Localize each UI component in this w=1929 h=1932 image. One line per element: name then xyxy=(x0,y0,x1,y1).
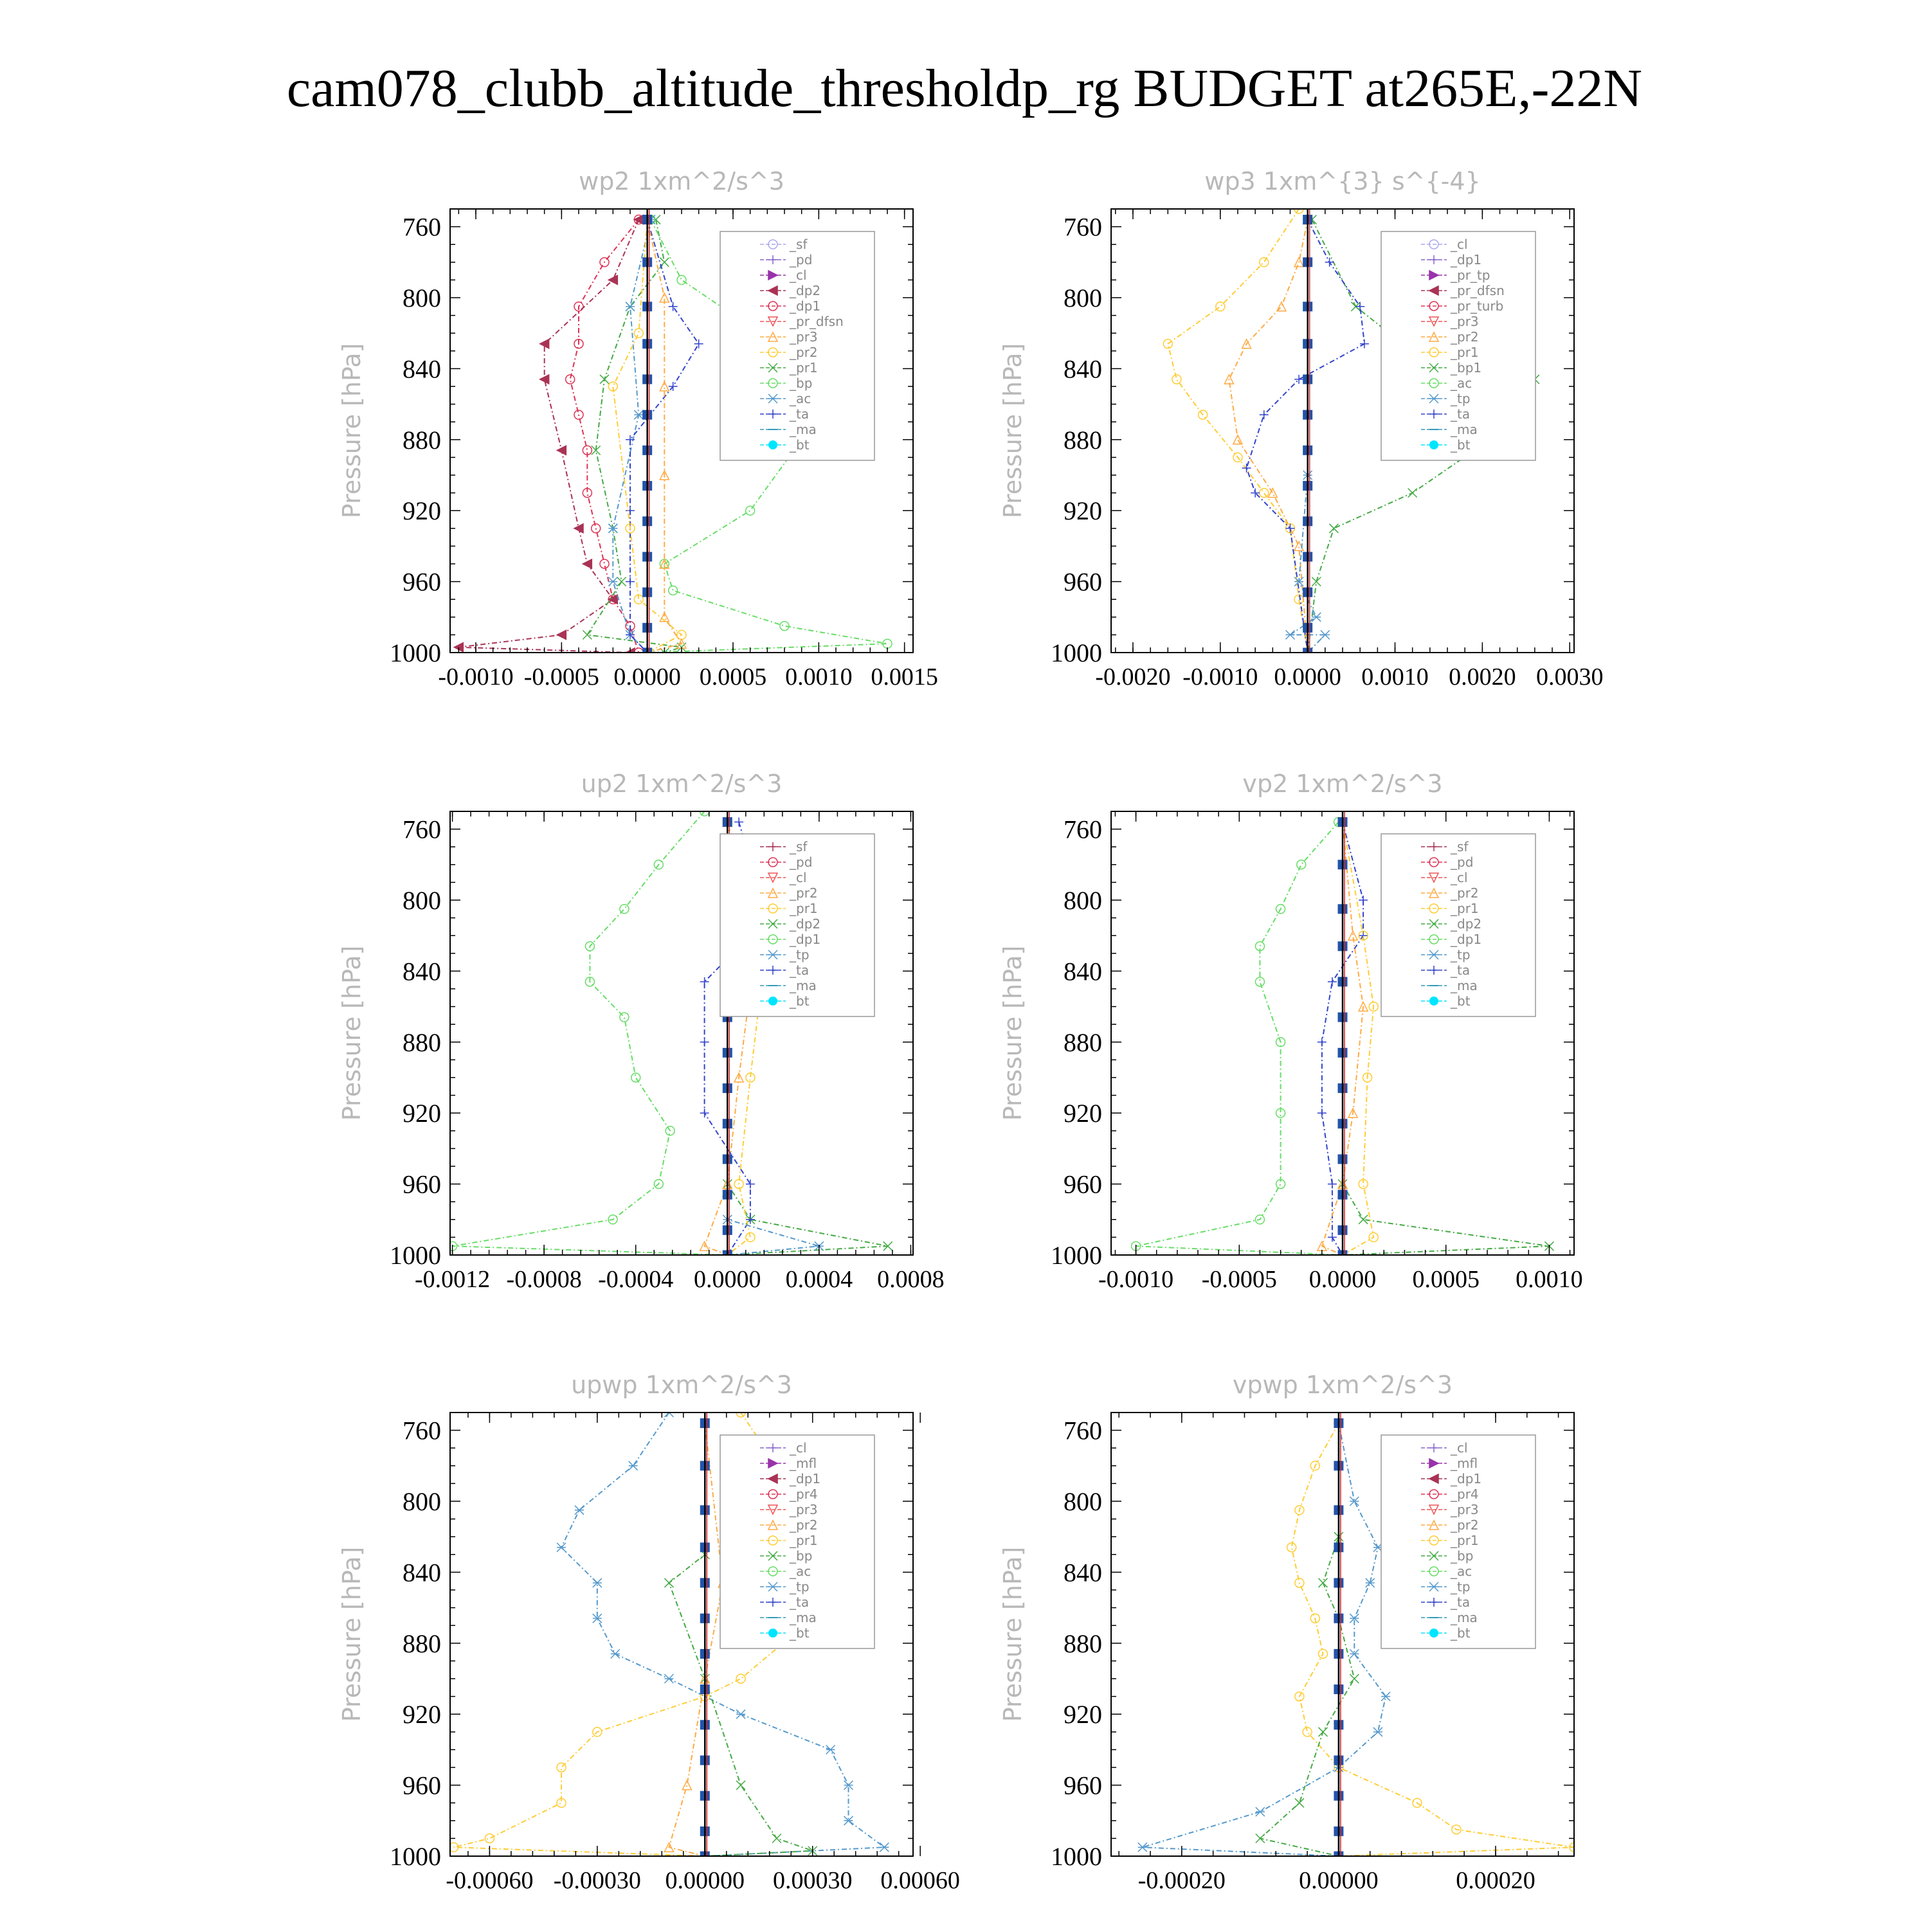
legend-label: _pr1 xyxy=(790,901,818,916)
y-tick-label: 1000 xyxy=(1051,1842,1102,1871)
legend xyxy=(1381,834,1535,1016)
x-tick-label: 0.0000 xyxy=(1274,664,1341,691)
y-tick-label: 1000 xyxy=(1051,638,1102,667)
y-tick-label: 920 xyxy=(403,496,441,526)
legend-label: _ta xyxy=(790,406,810,422)
x-tick-label: 0.00000 xyxy=(665,1867,745,1894)
y-tick-label: 1000 xyxy=(390,1241,441,1270)
legend-label: _bt xyxy=(1451,437,1471,453)
legend-label: _ma xyxy=(790,422,817,437)
y-tick-label: 920 xyxy=(1064,1099,1102,1128)
y-tick-label: 800 xyxy=(1064,1487,1102,1516)
legend xyxy=(720,1435,874,1648)
x-tick-label: 0.0010 xyxy=(1361,664,1429,691)
y-tick-label: 960 xyxy=(403,1771,441,1800)
legend-label: _ta xyxy=(790,1594,810,1610)
legend-label: _ta xyxy=(790,962,810,978)
legend-label: _pr_dfsn xyxy=(790,314,844,329)
legend-label: _ac xyxy=(790,1564,811,1579)
legend-label: _ma xyxy=(1451,422,1478,437)
y-tick-label: 1000 xyxy=(1051,1241,1102,1270)
legend-label: _pd xyxy=(790,854,813,870)
legend-label: _dp1 xyxy=(1451,252,1482,267)
legend-label: _ma xyxy=(1451,1610,1478,1625)
legend-label: _ta xyxy=(1451,1594,1471,1610)
legend-label: _cl xyxy=(1451,870,1468,885)
legend-label: _dp2 xyxy=(1451,916,1482,932)
legend-label: _ac xyxy=(1451,1564,1472,1579)
legend-label: _tp xyxy=(790,947,810,962)
legend-label: _pr_dfsn xyxy=(1451,283,1505,298)
x-tick-label: -0.0010 xyxy=(1098,1266,1174,1293)
y-tick-label: 840 xyxy=(1064,1558,1102,1587)
y-axis-label: Pressure [hPa] xyxy=(338,343,366,519)
x-tick-label: 0.0010 xyxy=(785,664,853,691)
x-tick-label: 0.0004 xyxy=(785,1266,853,1293)
legend-label: _dp1 xyxy=(1451,932,1482,947)
y-tick-label: 1000 xyxy=(390,638,441,667)
legend-label: _bt xyxy=(1451,993,1471,1009)
y-tick-label: 880 xyxy=(403,1629,441,1658)
legend-label: _bt xyxy=(790,1625,810,1641)
x-tick-label: -0.0012 xyxy=(414,1266,491,1293)
y-tick-label: 920 xyxy=(403,1099,441,1128)
panel-title: wp3 1xm^{3} s^{-4} xyxy=(1204,167,1481,195)
y-tick-label: 880 xyxy=(1064,1629,1102,1658)
x-tick-label: 0.00020 xyxy=(1456,1867,1535,1894)
legend-label: _bp1 xyxy=(1451,360,1482,375)
x-tick-label: 0.0020 xyxy=(1449,664,1516,691)
legend-label: _pr1 xyxy=(1451,345,1479,360)
legend-label: _cl xyxy=(790,870,807,885)
legend-label: _ta xyxy=(1451,962,1471,978)
legend-label: _dp2 xyxy=(790,916,821,932)
panel-title: upwp 1xm^2/s^3 xyxy=(571,1371,792,1399)
y-tick-label: 960 xyxy=(1064,1169,1102,1199)
y-tick-label: 960 xyxy=(403,1169,441,1199)
legend-label: _pr3 xyxy=(1451,1502,1479,1517)
y-tick-label: 760 xyxy=(403,815,441,844)
x-tick-label: 0.0008 xyxy=(877,1266,945,1293)
y-tick-label: 800 xyxy=(403,1487,441,1516)
x-tick-label: 0.0030 xyxy=(1535,664,1604,691)
legend-label: _ma xyxy=(790,1610,817,1625)
y-tick-label: 920 xyxy=(1064,1700,1102,1729)
y-axis-label: Pressure [hPa] xyxy=(338,1546,366,1722)
panel-title: vpwp 1xm^2/s^3 xyxy=(1232,1371,1453,1399)
legend-label: _pr2 xyxy=(1451,1517,1479,1533)
x-tick-label: 0.00030 xyxy=(772,1867,853,1894)
legend-label: _pr1 xyxy=(790,1533,818,1548)
legend xyxy=(720,231,874,460)
legend-label: _pr1 xyxy=(790,360,818,375)
y-tick-label: 840 xyxy=(403,354,441,384)
y-tick-label: 760 xyxy=(1064,815,1102,844)
y-tick-label: 760 xyxy=(403,1416,441,1445)
legend-label: _pr2 xyxy=(1451,885,1479,901)
y-tick-label: 760 xyxy=(403,212,441,242)
x-tick-label: -0.00030 xyxy=(553,1867,641,1894)
y-tick-label: 880 xyxy=(1064,425,1102,455)
legend-label: _sf xyxy=(790,237,808,252)
legend-label: _tp xyxy=(790,1579,810,1594)
legend-label: _sf xyxy=(1451,839,1469,854)
legend-label: _tp xyxy=(1451,391,1471,406)
x-tick-label: -0.0010 xyxy=(1182,664,1258,691)
y-tick-label: 760 xyxy=(1064,212,1102,242)
legend-label: _cl xyxy=(1451,1440,1468,1456)
legend-label: _pr2 xyxy=(1451,329,1479,345)
y-tick-label: 840 xyxy=(1064,354,1102,384)
x-tick-label: -0.0010 xyxy=(438,664,514,691)
legend-label: _pr1 xyxy=(1451,1533,1479,1548)
legend-label: _dp1 xyxy=(790,298,821,314)
legend-label: _pr2 xyxy=(790,345,818,360)
legend-label: _pr4 xyxy=(790,1486,818,1502)
legend-label: _pr2 xyxy=(790,1517,818,1533)
legend-label: _pr1 xyxy=(1451,901,1479,916)
x-tick-label: 0.0000 xyxy=(1309,1266,1377,1293)
legend-marker xyxy=(768,440,777,449)
legend-label: _pd xyxy=(1451,854,1474,870)
y-tick-label: 840 xyxy=(403,957,441,986)
legend-label: _dp1 xyxy=(1451,1471,1482,1486)
y-tick-label: 880 xyxy=(403,425,441,455)
legend-label: _pr2 xyxy=(790,885,818,901)
x-tick-label: 0.0015 xyxy=(871,664,938,691)
y-axis-label: Pressure [hPa] xyxy=(999,945,1027,1121)
legend-label: _cl xyxy=(790,267,807,283)
legend-label: _pr_turb xyxy=(1451,298,1504,314)
legend-label: _sf xyxy=(790,839,808,854)
y-tick-label: 920 xyxy=(403,1700,441,1729)
y-tick-label: 800 xyxy=(1064,886,1102,915)
legend-label: _pd xyxy=(790,252,813,267)
x-tick-label: -0.00060 xyxy=(446,1867,534,1894)
legend-label: _ma xyxy=(1451,978,1478,993)
panel-title: up2 1xm^2/s^3 xyxy=(581,770,783,798)
legend-label: _cl xyxy=(1451,237,1468,252)
y-tick-label: 1000 xyxy=(390,1842,441,1871)
y-tick-label: 800 xyxy=(403,284,441,312)
legend-label: _ma xyxy=(790,978,817,993)
x-tick-label: 0.0000 xyxy=(613,664,681,691)
legend-label: _dp1 xyxy=(790,932,821,947)
legend-label: _ac xyxy=(790,391,811,406)
y-tick-label: 960 xyxy=(403,567,441,597)
x-tick-label: -0.00020 xyxy=(1137,1867,1226,1894)
legend-label: _bt xyxy=(790,437,810,453)
legend-label: _tp xyxy=(1451,947,1471,962)
y-tick-label: 840 xyxy=(1064,957,1102,986)
y-tick-label: 920 xyxy=(1064,496,1102,526)
legend-label: _pr3 xyxy=(790,1502,818,1517)
figure-title: cam078_clubb_altitude_thresholdp_rg BUDGET at265E,-22N xyxy=(286,59,1643,118)
legend-label: _mfl xyxy=(1451,1456,1478,1471)
x-tick-label: 0.00000 xyxy=(1299,1867,1379,1894)
y-axis-label: Pressure [hPa] xyxy=(338,945,366,1121)
legend-label: _tp xyxy=(1451,1579,1471,1594)
x-tick-label: 0.0000 xyxy=(694,1266,761,1293)
legend-label: _dp1 xyxy=(790,1471,821,1486)
y-tick-label: 960 xyxy=(1064,1771,1102,1800)
x-tick-label: 0.0005 xyxy=(1412,1266,1480,1293)
legend-label: _pr3 xyxy=(790,329,818,345)
y-tick-label: 880 xyxy=(1064,1027,1102,1057)
legend-marker xyxy=(1429,440,1438,449)
legend-label: _ta xyxy=(1451,406,1471,422)
legend-marker xyxy=(1429,997,1438,1006)
panel-title: wp2 1xm^2/s^3 xyxy=(579,167,784,195)
y-tick-label: 800 xyxy=(1064,284,1102,312)
legend-label: _bp xyxy=(790,375,813,391)
legend-label: _pr4 xyxy=(1451,1486,1479,1502)
y-axis-label: Pressure [hPa] xyxy=(999,1546,1027,1722)
x-tick-label: -0.0020 xyxy=(1095,664,1171,691)
legend-label: _dp2 xyxy=(790,283,821,298)
x-tick-label: -0.0005 xyxy=(523,664,599,691)
legend-label: _pr_tp xyxy=(1451,267,1490,283)
y-tick-label: 760 xyxy=(1064,1416,1102,1445)
y-tick-label: 800 xyxy=(403,886,441,915)
legend-marker xyxy=(768,997,777,1006)
legend-label: _ac xyxy=(1451,375,1472,391)
legend xyxy=(1381,231,1535,460)
legend-label: _pr3 xyxy=(1451,314,1479,329)
legend-label: _bp xyxy=(1451,1548,1474,1564)
y-axis-label: Pressure [hPa] xyxy=(999,343,1027,519)
legend-label: _bt xyxy=(790,993,810,1009)
x-tick-label: 0.0010 xyxy=(1516,1266,1583,1293)
y-tick-label: 880 xyxy=(403,1027,441,1057)
x-tick-label: -0.0004 xyxy=(598,1266,674,1293)
legend-label: _bt xyxy=(1451,1625,1471,1641)
legend xyxy=(720,834,874,1016)
legend-label: _cl xyxy=(790,1440,807,1456)
x-tick-label: 0.0005 xyxy=(699,664,767,691)
legend-marker xyxy=(768,1629,777,1638)
y-tick-label: 960 xyxy=(1064,567,1102,597)
y-tick-label: 840 xyxy=(403,1558,441,1587)
x-tick-label: -0.0008 xyxy=(506,1266,582,1293)
x-tick-label: 0.00060 xyxy=(880,1867,960,1894)
x-tick-label: -0.0005 xyxy=(1201,1266,1277,1293)
legend-label: _bp xyxy=(790,1548,813,1564)
legend-marker xyxy=(1429,1629,1438,1638)
legend-label: _mfl xyxy=(790,1456,817,1471)
legend xyxy=(1381,1435,1535,1648)
panel-title: vp2 1xm^2/s^3 xyxy=(1242,770,1443,798)
